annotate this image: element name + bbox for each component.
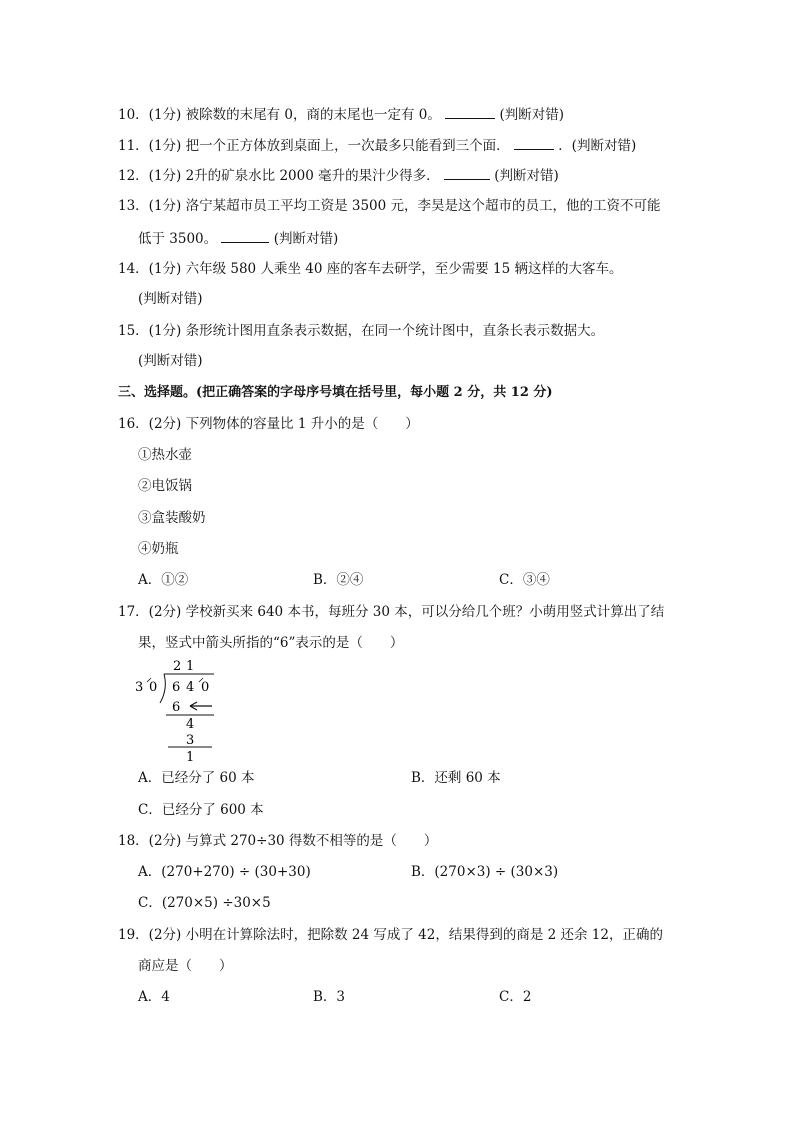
question-12-text: 12．(1分) 2升的矿泉水比 2000 毫升的果汁少得多． xyxy=(118,168,440,184)
long-division-diagram xyxy=(130,655,230,765)
question-13-text: 低于 3500。 xyxy=(138,231,218,247)
question-17-line2: 果，竖式中箭头所指的“6”表示的是（ ） xyxy=(138,635,404,651)
step-digit: 6 xyxy=(172,700,181,715)
q16-item-2: ②电饭锅 xyxy=(138,478,192,494)
step-digit: 3 xyxy=(186,733,195,748)
question-13-line1: 13．(1分) 洛宁某超市员工平均工资是 3500 元，李昊是这个超市的员工，他的工资不可能 xyxy=(118,198,661,214)
q16-item-1: ①热水壶 xyxy=(138,447,192,463)
dividend-digit: 6 xyxy=(172,680,181,695)
question-17-line1: 17．(2分) 学校新买来 640 本书，每班分 30 本，可以分给几个班？小萌用竖式计算出了结 xyxy=(118,604,665,620)
dividend-digit: 0 xyxy=(201,680,210,695)
divisor-digit: 0 xyxy=(149,680,158,695)
q18-option-a[interactable]: A．(270+270) ÷ (30+30) xyxy=(138,864,311,880)
section-3-heading: 三、选择题。(把正确答案的字母序号填在括号里，每小题 2 分，共 12 分) xyxy=(118,385,553,400)
step-digit: 4 xyxy=(186,717,195,732)
question-13-line2 xyxy=(138,228,338,248)
question-13-suffix: (判断对错) xyxy=(273,231,339,247)
question-12 xyxy=(118,165,559,185)
q16-option-a[interactable]: A．①② xyxy=(138,572,189,588)
question-19-line2: 商应是（ ） xyxy=(138,958,233,974)
answer-blank[interactable] xyxy=(221,228,269,243)
question-11-text: 11．(1分) 把一个正方体放到桌面上，一次最多只能看到三个面． xyxy=(118,138,510,154)
answer-blank[interactable] xyxy=(444,165,490,180)
q16-option-c[interactable]: C．③④ xyxy=(499,572,550,588)
q18-option-b[interactable]: B．(270×3) ÷ (30×3) xyxy=(411,864,559,880)
q18-option-c[interactable]: C．(270×5) ÷30×5 xyxy=(138,895,271,911)
quotient-digit: 2 xyxy=(173,659,182,674)
q16-item-3: ③盒装酸奶 xyxy=(138,510,206,526)
question-10 xyxy=(118,104,564,124)
remainder-digit: 1 xyxy=(186,750,195,765)
question-14-line2: (判断对错) xyxy=(138,291,203,307)
question-18-stem: 18．(2分) 与算式 270÷30 得数不相等的是（ ） xyxy=(118,833,438,849)
divisor-digit: 3 xyxy=(135,680,144,695)
dividend-digit: 4 xyxy=(186,680,195,695)
q16-item-4: ④奶瓶 xyxy=(138,541,179,557)
question-10-text: 10．(1分) 被除数的末尾有 0，商的末尾也一定有 0。 xyxy=(118,107,441,123)
question-11-suffix: ．(判断对错) xyxy=(558,138,637,154)
quotient-digit: 1 xyxy=(186,659,195,674)
question-16-stem: 16．(2分) 下列物体的容量比 1 升小的是（ ） xyxy=(118,416,419,432)
q19-option-c[interactable]: C．2 xyxy=(499,989,532,1005)
q17-option-c[interactable]: C．已经分了 600 本 xyxy=(138,802,264,818)
question-15-line2: (判断对错) xyxy=(138,353,203,369)
q17-option-a[interactable]: A．已经分了 60 本 xyxy=(138,770,255,786)
question-11 xyxy=(118,135,636,155)
question-12-suffix: (判断对错) xyxy=(494,168,559,184)
answer-blank[interactable] xyxy=(445,104,495,119)
q19-option-a[interactable]: A．4 xyxy=(138,989,170,1005)
question-15-line1: 15．(1分) 条形统计图用直条表示数据，在同一个统计图中，直条长表示数据大。 xyxy=(118,323,605,339)
q19-option-b[interactable]: B．3 xyxy=(313,989,346,1005)
question-10-suffix: (判断对错) xyxy=(499,107,564,123)
question-19-line1: 19．(2分) 小明在计算除法时，把除数 24 写成了 42，结果得到的商是 2 还余 12，正确的 xyxy=(118,927,663,943)
q16-option-b[interactable]: B．②④ xyxy=(313,572,364,588)
answer-blank[interactable] xyxy=(514,135,554,150)
division-bracket xyxy=(160,674,165,703)
question-14-line1: 14．(1分) 六年级 580 人乘坐 40 座的客车去研学，至少需要 15 辆这样的大客车。 xyxy=(118,261,623,277)
q17-option-b[interactable]: B．还剩 60 本 xyxy=(411,770,501,786)
